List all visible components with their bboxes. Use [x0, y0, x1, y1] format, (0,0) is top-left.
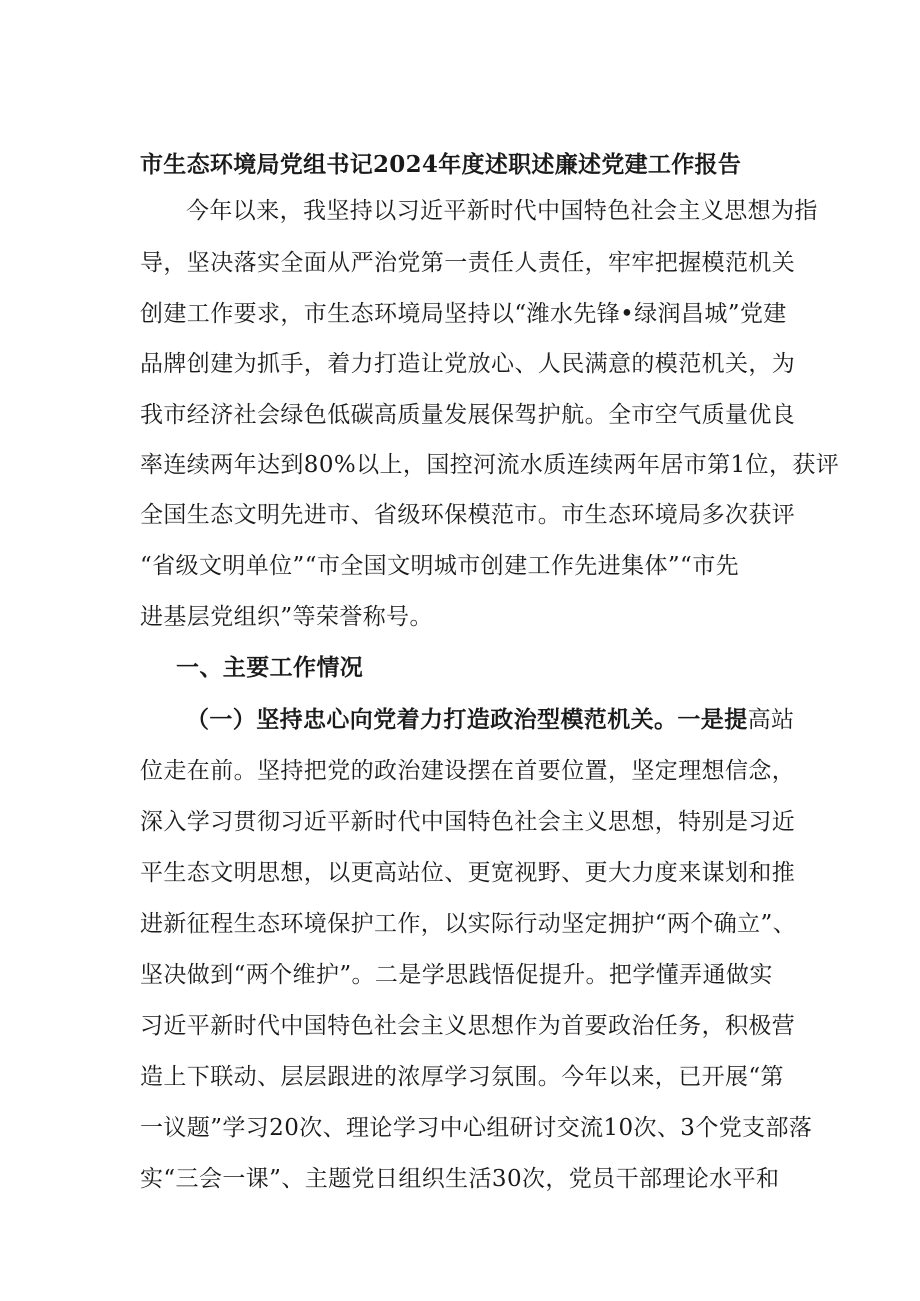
section-heading: 一、主要工作情况: [176, 654, 364, 681]
paragraph-line: 造上下联动、层层跟进的浓厚学习氛围。今年以来，已开展“第: [140, 1064, 784, 1090]
paragraph-line: 进基层党组织”等荣誉称号。: [140, 604, 433, 630]
paragraph-line: 平生态文明思想，以更高站位、更宽视野、更大力度来谋划和推: [140, 860, 796, 886]
paragraph-line: “省级文明单位”“市全国文明城市创建工作先进集体”“市先: [140, 553, 739, 579]
paragraph-line: 深入学习贯彻习近平新时代中国特色社会主义思想，特别是习近: [140, 809, 796, 835]
paragraph-line: 位走在前。坚持把党的政治建设摆在首要位置，坚定理想信念，: [140, 758, 796, 784]
paragraph-line: 品牌创建为抓手，着力打造让党放心、人民满意的模范机关，为: [140, 351, 796, 377]
subsection-heading-line: [186, 705, 846, 735]
paragraph-line: 实“三会一课”、主题党日组织生活30次，党员干部理论水平和: [140, 1166, 780, 1192]
paragraph-line: 进新征程生态环境保护工作，以实际行动坚定拥护“两个确立”、: [140, 911, 797, 937]
paragraph-line: 今年以来，我坚持以习近平新时代中国特色社会主义思想为指: [186, 198, 818, 224]
paragraph-line: 率连续两年达到80%以上，国控河流水质连续两年居市第1位，获评: [140, 452, 840, 478]
paragraph-line: 我市经济社会绿色低碳高质量发展保驾护航。全市空气质量优良: [140, 402, 796, 428]
document-title: 市生态环境局党组书记2024年度述职述廉述党建工作报告: [140, 151, 742, 178]
paragraph-line: 一议题”学习20次、理论学习中心组研讨交流10次、3个党支部落: [140, 1115, 813, 1141]
subsection-heading: （一）坚持忠心向党着力打造政治型模范机关。一是提: [186, 706, 748, 733]
paragraph-line: 坚决做到“两个维护”。二是学思践悟促提升。把学懂弄通做实: [140, 962, 773, 988]
subsection-heading-rest: 高站: [747, 707, 795, 733]
paragraph-line: 导，坚决落实全面从严治党第一责任人责任，牢牢把握模范机关: [140, 250, 796, 276]
paragraph-line: 习近平新时代中国特色社会主义思想作为首要政治任务，积极营: [140, 1013, 796, 1039]
paragraph-line: 创建工作要求，市生态环境局坚持以“潍水先锋•绿润昌城”党建: [140, 301, 787, 327]
paragraph-line: 全国生态文明先进市、省级环保模范市。市生态环境局多次获评: [140, 502, 796, 528]
